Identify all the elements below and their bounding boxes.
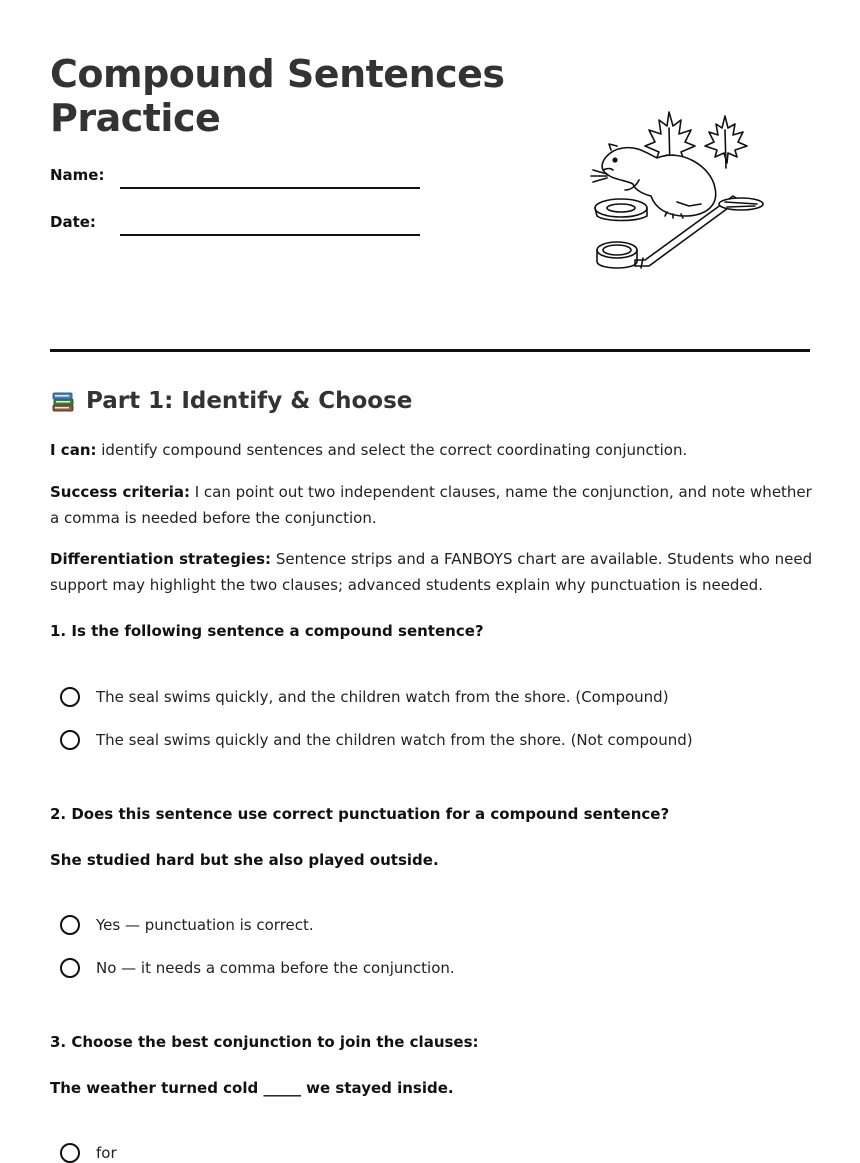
i-can-label: I can: bbox=[50, 441, 97, 459]
date-label: Date: bbox=[50, 213, 96, 231]
question-2-sentence: She studied hard but she also played outside. bbox=[50, 851, 439, 869]
title-line-2: Practice bbox=[50, 96, 221, 140]
radio-button[interactable] bbox=[60, 915, 80, 935]
option-label: Yes — punctuation is correct. bbox=[96, 916, 314, 934]
title-line-1: Compound Sentences bbox=[50, 52, 505, 96]
option-label: The seal swims quickly, and the children watch from the shore. (Compound) bbox=[96, 688, 669, 706]
i-can-text: identify compound sentences and select the correct coordinating conjunction. bbox=[96, 441, 688, 459]
name-field[interactable] bbox=[120, 187, 420, 189]
radio-button[interactable] bbox=[60, 958, 80, 978]
part1-heading bbox=[50, 388, 412, 414]
question-2-option-b[interactable] bbox=[60, 958, 455, 978]
radio-button[interactable] bbox=[60, 687, 80, 707]
option-label: The seal swims quickly and the children watch from the shore. (Not compound) bbox=[96, 731, 693, 749]
question-3-option-a[interactable] bbox=[60, 1143, 117, 1163]
question-1-prompt: 1. Is the following sentence a compound sentence? bbox=[50, 622, 484, 640]
option-label: for bbox=[96, 1144, 117, 1162]
question-1-option-b[interactable] bbox=[60, 730, 693, 750]
hockey-puck-icon bbox=[597, 242, 637, 268]
differentiation-text: Sentence strips and a FANBOYS chart are available. Students who need support may highlight the two clauses; advanced students explain why punctuation is needed. bbox=[50, 550, 813, 594]
option-label: No — it needs a comma before the conjunction. bbox=[96, 959, 455, 977]
section-divider bbox=[50, 349, 810, 352]
i-can-statement bbox=[50, 437, 815, 463]
question-3-prompt: 3. Choose the best conjunction to join the clauses: bbox=[50, 1033, 479, 1051]
maple-leaf-icon bbox=[705, 116, 747, 168]
success-criteria bbox=[50, 479, 815, 531]
beaver-hockey-maple-leaf-illustration bbox=[585, 108, 770, 276]
name-label: Name: bbox=[50, 166, 105, 184]
differentiation-label: Differentiation strategies: bbox=[50, 550, 272, 568]
radio-button[interactable] bbox=[60, 1143, 80, 1163]
success-criteria-label: Success criteria: bbox=[50, 483, 190, 501]
question-1-option-a[interactable] bbox=[60, 687, 669, 707]
worksheet-title bbox=[50, 52, 505, 140]
radio-button[interactable] bbox=[60, 730, 80, 750]
differentiation-strategies bbox=[50, 546, 815, 598]
question-2-prompt: 2. Does this sentence use correct punctuation for a compound sentence? bbox=[50, 805, 670, 823]
success-criteria-text: I can point out two independent clauses, name the conjunction, and note whether a comma is needed before the conjunction. bbox=[50, 483, 812, 527]
date-field[interactable] bbox=[120, 234, 420, 236]
books-icon bbox=[50, 388, 76, 414]
part1-heading-text: Part 1: Identify & Choose bbox=[86, 388, 413, 414]
question-3-sentence: The weather turned cold _____ we stayed inside. bbox=[50, 1079, 454, 1097]
question-2-option-a[interactable] bbox=[60, 915, 314, 935]
